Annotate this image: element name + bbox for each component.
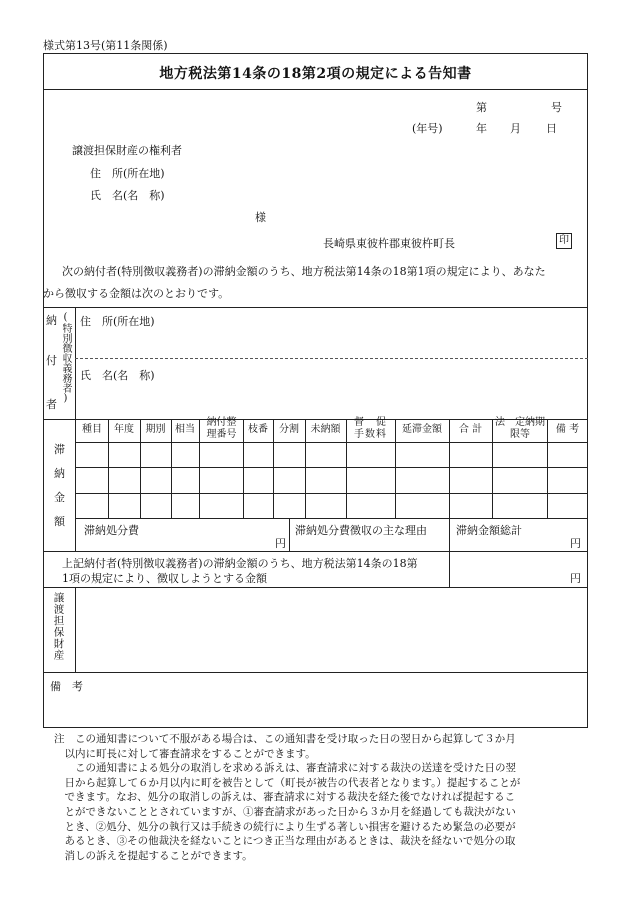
col-header-minougaku: 未納額	[310, 424, 341, 435]
total-unit: 円	[570, 537, 581, 550]
note-line: とき、②処分、処分の執行又は手続きの続行により生ずる著しい損害を避けるため緊急の必要が	[54, 820, 516, 833]
doc-number-gou: 号	[551, 101, 562, 114]
note-line: あるとき、③その他裁決を経ないことにつき正当な理由があるときは、裁決を経ないで処分の取	[54, 835, 516, 848]
addressee-address-label: 住 所(所在地)	[90, 167, 165, 180]
disposal-cost-unit: 円	[275, 537, 286, 550]
divider	[43, 672, 588, 673]
note-line: 日から起算して６か月以内に町を被告として（町長が被告の代表者となります。）提起することが	[54, 776, 521, 789]
addressee-name-label: 氏 名(名 称)	[90, 189, 165, 202]
table-row	[75, 442, 588, 443]
divider	[492, 419, 493, 518]
col-header-tokusoku-tesuuryou: 督 促手数料	[354, 417, 387, 440]
doc-number-dai: 第	[476, 101, 487, 114]
divider	[346, 419, 347, 518]
divider	[75, 307, 76, 419]
col-header-bunkatsu: 分割	[279, 424, 299, 435]
payer-sub-label: (特別徴収義務者)	[60, 312, 71, 404]
divider	[449, 551, 450, 587]
divider	[75, 419, 76, 551]
note-line: 以内に町長に対して審査請求をすることができます。	[54, 747, 316, 760]
table-row	[75, 493, 588, 494]
addressee-role: 譲渡担保財産の権利者	[72, 144, 182, 157]
intro-text-line1: 次の納付者(特別徴収義務者)の滞納金額のうち、地方税法第14条の18第1項の規定により、あなた	[62, 265, 546, 278]
note-line: できます。なお、処分の取消しの訴えは、審査請求に対する裁決を経た後でなければ提起するこ	[54, 791, 516, 804]
date-era-label: (年号)	[412, 122, 443, 135]
col-header-edaban: 枝番	[248, 424, 268, 435]
divider	[199, 419, 200, 518]
intro-text-line2: から徴収する金額は次のとおりです。	[43, 287, 230, 300]
payer-address-label: 住 所(所在地)	[80, 315, 155, 328]
col-header-bikou: 備 考	[555, 424, 580, 435]
page-title: 地方税法第14条の18第2項の規定による告知書	[159, 66, 472, 82]
date-month: 月	[510, 122, 521, 135]
col-header-nendo: 年度	[114, 424, 134, 435]
col-header-soutou: 相当	[175, 424, 195, 435]
disposal-reason-label: 滞納処分費徴収の主な理由	[295, 524, 427, 537]
payer-name-label: 氏 名(名 称)	[80, 369, 155, 382]
table-row	[75, 518, 588, 519]
arrears-label-char-3: 金	[54, 491, 65, 504]
disposal-cost-label: 滞納処分費	[84, 524, 139, 537]
divider	[43, 587, 588, 588]
date-year: 年	[476, 122, 487, 135]
seal-mark: 印	[556, 233, 572, 249]
divider	[449, 518, 450, 551]
collect-amount-line1: 上記納付者(特別徴収義務者)の滞納金額のうち、地方税法第14条の18第	[62, 557, 418, 570]
table-row	[75, 467, 588, 468]
divider	[289, 518, 290, 551]
note-line: とができないこととされていますが、①審査請求があった日から３か月を経過しても裁決がない	[54, 806, 516, 818]
form-number: 様式第13号(第11条関係)	[43, 39, 168, 52]
collect-amount-line2: 1項の規定により、徴収しようとする金額	[62, 572, 267, 585]
remarks-label: 備 考	[50, 680, 83, 693]
issuer-name: 長崎県東彼杵郡東彼杵町長	[323, 237, 455, 250]
col-header-houtei-nouki: 法 定納期限等	[495, 417, 545, 440]
divider	[43, 307, 588, 308]
col-header-kibetsu: 期別	[145, 424, 166, 435]
divider	[43, 551, 588, 552]
arrears-label-char-4: 額	[54, 515, 65, 528]
arrears-label-char-2: 納	[54, 467, 65, 480]
collect-amount-unit: 円	[570, 572, 581, 585]
divider	[43, 89, 588, 90]
payer-label-char-1: 納	[46, 314, 57, 327]
note-line: 注 この通知書について不服がある場合は、この通知書を受け取った日の翌日から起算して３か月	[54, 733, 516, 745]
divider	[75, 587, 76, 672]
arrears-label-char-1: 滞	[54, 443, 65, 456]
col-header-noufu-seiri-bangou: 納付整理番号	[206, 417, 237, 440]
addressee-honorific: 様	[255, 211, 266, 224]
payer-label-char-3: 者	[46, 398, 57, 411]
note-line: 消しの訴えを提起することができます。	[54, 849, 253, 862]
collateral-label: 譲渡担保財産	[52, 592, 65, 661]
col-header-shumoku: 種目	[82, 424, 102, 435]
col-header-goukei: 合 計	[458, 424, 483, 435]
col-header-entaikin: 延滞金額	[402, 424, 442, 435]
total-label: 滞納金額総計	[456, 524, 522, 537]
dashed-divider	[75, 358, 588, 359]
date-day: 日	[546, 122, 557, 135]
payer-label-char-2: 付	[46, 354, 57, 367]
note-line: この通知書による処分の取消しを求める訴えは、審査請求に対する裁決の送達を受けた日の翌	[54, 762, 516, 775]
